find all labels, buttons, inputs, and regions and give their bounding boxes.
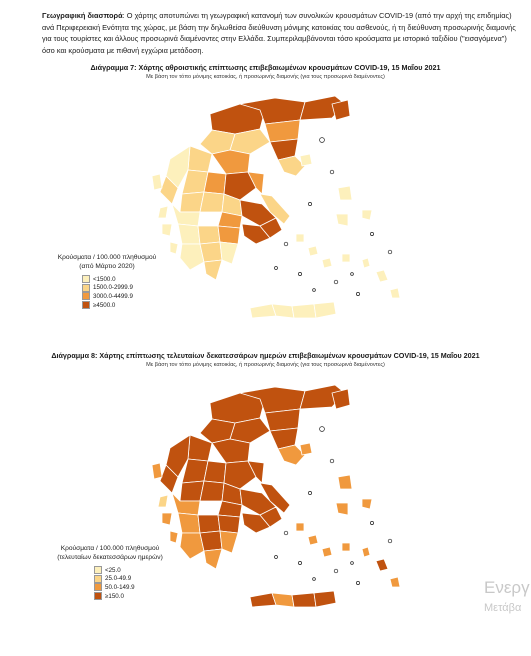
map8-legend (50, 544, 170, 600)
map7-region (198, 226, 220, 244)
intro-text: : Ο χάρτης αποτυπώνει τη γεωγραφική κατανομή των συνολικών κρουσμάτων COVID-19 (από την αρχή της επιδημίας) ανά Περιφερειακή Ενότητα της χώρας, με βάση την δηλωθείσα διεύθυνση μόνιμης κατοικίας του ασθενούς, ή τη διεύθυνση προσωρινής διαμονής για τους τουρίστες και άλλους προσωρινά διαμένοντες στην Ελλάδα. Συμπεριλαμβάνονται τόσο κρούσματα με ιστορικό ταξιδίου ("εισαγόμενα") όσο και κρούσματα με πιθανή εγχώρια μετάδοση. (42, 11, 516, 55)
map8-region (170, 531, 178, 543)
map8-legend-item (94, 583, 170, 592)
map8-region (178, 513, 200, 533)
map7-region (338, 186, 352, 200)
map8-region (200, 481, 224, 501)
map8-region (265, 409, 300, 431)
map7-region (390, 288, 400, 298)
intro-paragraph (42, 10, 518, 56)
map8-region (292, 593, 316, 607)
map7-subtitle: Με βάση τον τόπο μόνιμης κατοικίας, ή προσωρινής διαμονής (για τους προσωρινά διαμένοντες) (146, 74, 385, 80)
swatch (82, 292, 90, 300)
map8-region (314, 591, 336, 607)
map8-region (336, 503, 348, 515)
map8-region (338, 475, 352, 489)
map8-region (390, 577, 400, 587)
map7-region (314, 302, 336, 318)
map8-region (212, 439, 250, 463)
intro-label: Γεωγραφική διασπορά (42, 11, 123, 20)
map7-region (152, 174, 162, 190)
map7-region (322, 258, 332, 268)
map7-region (376, 270, 388, 282)
map7-region (362, 258, 370, 268)
map7-legend-item (82, 292, 162, 301)
map7-region (158, 206, 168, 218)
legend-label: 50.0-149.9 (105, 583, 135, 591)
map7-region (220, 242, 238, 264)
map8-region (308, 535, 318, 545)
map7-region (212, 150, 250, 174)
map7-legend-item (82, 301, 162, 310)
map7-region (265, 120, 300, 142)
map7-region (292, 304, 316, 318)
legend-label: <1500.0 (93, 275, 116, 283)
map7-region (342, 254, 350, 262)
map8-region (218, 515, 240, 533)
map7-region (200, 192, 224, 212)
map8-region (376, 559, 388, 571)
map8-region (296, 523, 304, 531)
map7-region (204, 172, 226, 194)
map7-region (180, 244, 204, 270)
map7-region (332, 100, 350, 120)
map8-region (220, 531, 238, 553)
swatch (82, 275, 90, 283)
swatch (82, 284, 90, 292)
swatch (94, 566, 102, 574)
map8-region (300, 443, 312, 455)
legend-label: ≥4500.0 (93, 301, 116, 309)
map7-legend-item (82, 275, 162, 284)
map8-region (204, 549, 222, 569)
map7-legend (52, 253, 162, 309)
swatch (94, 583, 102, 591)
legend-label: ≥150.0 (105, 592, 124, 600)
map8-region (180, 533, 204, 559)
map8-legend-title: Κρούσματα / 100.000 πληθυσμού (60, 545, 160, 552)
map7-region (336, 214, 348, 226)
map8-region (158, 495, 168, 507)
legend-label: 25.0-49.9 (105, 575, 132, 583)
swatch (82, 301, 90, 309)
map8-subtitle: Με βάση τον τόπο μόνιμης κατοικίας, ή προσωρινής διαμονής (για τους προσωρινά διαμένοντες) (146, 362, 385, 368)
map7-region (178, 224, 200, 244)
map7-region (200, 242, 222, 262)
map8-region (362, 499, 372, 509)
map7-legend-subtitle: (από Μάρτιο 2020) (79, 263, 135, 270)
map7-title: Διάγραμμα 7: Χάρτης αθροιστικής επίπτωσης επιβεβαιωμένων κρουσμάτων COVID-19, 15 Μαΐου 2021 (90, 63, 441, 72)
swatch (94, 592, 102, 600)
legend-label: <25.0 (105, 566, 121, 574)
map8-region (362, 547, 370, 557)
map7-region (308, 246, 318, 256)
map8-legend-subtitle: (τελευταίων δεκατεσσάρων ημερών) (57, 554, 163, 561)
activation-watermark-line2: Μετάβα (484, 602, 522, 614)
legend-label: 1500.0-2999.9 (93, 284, 133, 292)
map8-region (322, 547, 332, 557)
map7-region (362, 210, 372, 220)
swatch (94, 575, 102, 583)
legend-label: 3000.0-4499.9 (93, 292, 133, 300)
map8-region (152, 463, 162, 479)
map7-region (300, 154, 312, 166)
map7-region (296, 234, 304, 242)
map8-legend-item (94, 592, 170, 601)
map8-region (250, 593, 276, 607)
map8-region (332, 389, 350, 409)
map7-legend-title: Κρούσματα / 100.000 πληθυσμού (57, 254, 157, 261)
map7-region (218, 226, 240, 244)
map7-region (162, 224, 172, 236)
map8-region (342, 543, 350, 551)
activation-watermark-line1: Ενεργ (484, 578, 530, 597)
map8-region (200, 531, 222, 551)
map7-region (170, 242, 178, 254)
map8-region (204, 461, 226, 483)
map8-legend-item (94, 566, 170, 575)
map8-region (162, 513, 172, 525)
map8-region (198, 515, 220, 533)
map7-legend-item (82, 284, 162, 293)
map7-region (204, 260, 222, 280)
map8-legend-item (94, 575, 170, 584)
map8-title: Διάγραμμα 8: Χάρτης επίπτωσης τελευταίων δεκατεσσάρων ημερών επιβεβαιωμένων κρουσμάτων COVID-19, 15 Μαΐου 2021 (51, 351, 480, 360)
map7-region (250, 304, 276, 318)
